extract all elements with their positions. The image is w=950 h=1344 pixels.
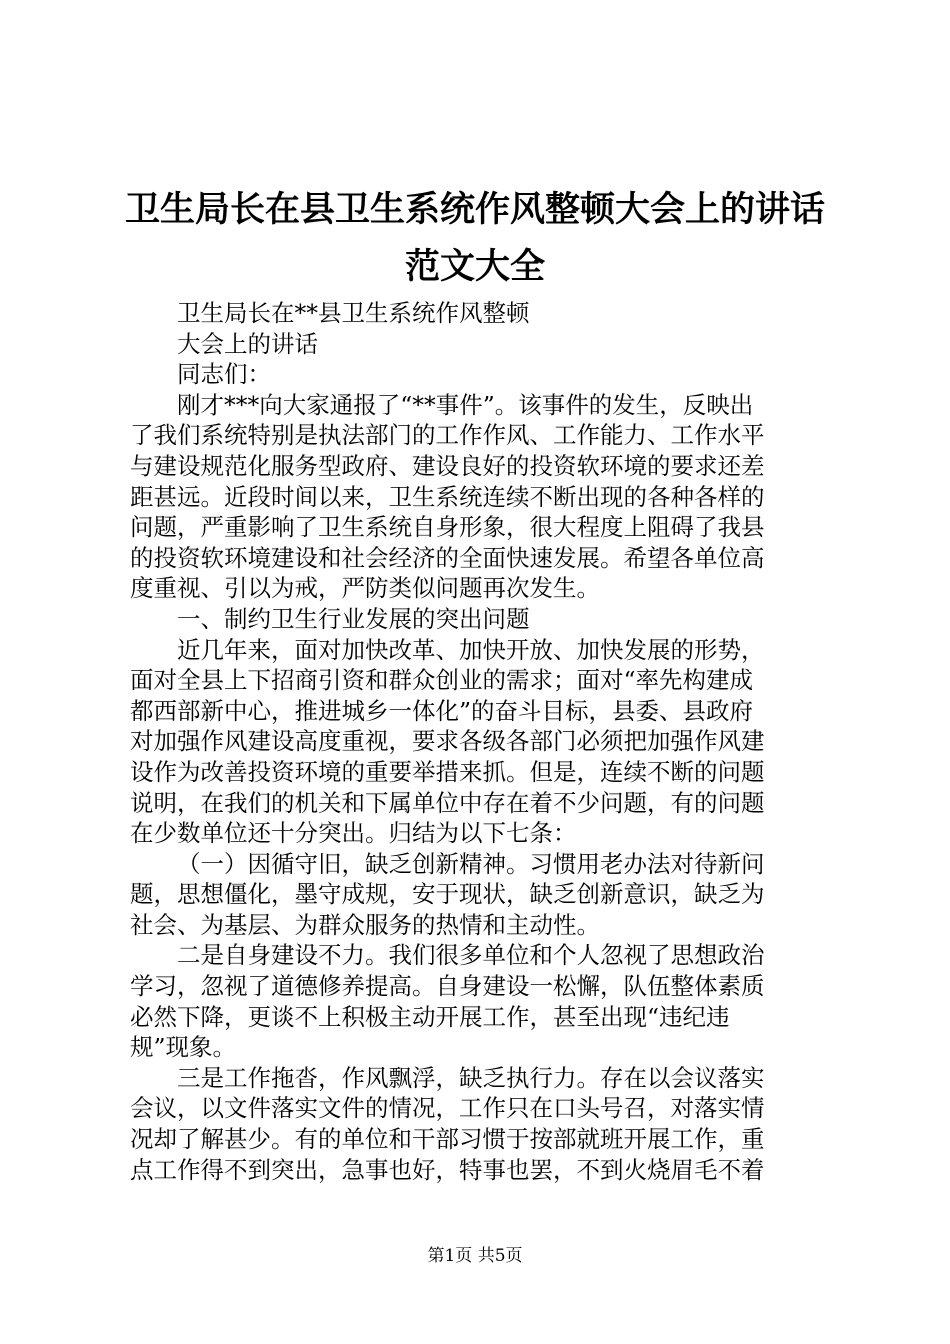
body-text-line: 近几年来，面对加快改革、加快开放、加快发展的形势， <box>177 635 765 664</box>
body-text-line: 刚才***向大家通报了“**事件”。该事件的发生，反映出 <box>177 390 754 419</box>
body-text-line: 的投资软环境建设和社会经济的全面快速发展。希望各单位高 <box>130 543 765 572</box>
body-text-line: 一、制约卫生行业发展的突出问题 <box>177 604 530 633</box>
body-text-line: （一）因循守旧，缺乏创新精神。习惯用老办法对待新问 <box>177 849 765 878</box>
body-text-line: 必然下降，更谈不上积极主动开展工作，甚至出现“违纪违 <box>130 1002 730 1031</box>
body-text-line: 学习，忽视了道德修养提高。自身建设一松懈，队伍整体素质 <box>130 972 765 1001</box>
body-text-line: 对加强作风建设高度重视，要求各级各部门必须把加强作风建 <box>130 727 765 756</box>
body-text-line: 规”现象。 <box>130 1033 237 1062</box>
body-text-line: 都西部新中心，推进城乡一体化”的奋斗目标，县委、县政府 <box>130 696 754 725</box>
body-text-line: 距甚远。近段时间以来，卫生系统连续不断出现的各种各样的 <box>130 482 765 511</box>
body-text-line: 了我们系统特别是执法部门的工作作风、工作能力、工作水平 <box>130 421 765 450</box>
body-text-line: 同志们： <box>177 360 271 389</box>
body-text-line: 与建设规范化服务型政府、建设良好的投资软环境的要求还差 <box>130 451 765 480</box>
body-text-line: 在少数单位还十分突出。归结为以下七条： <box>130 819 577 848</box>
body-text-line: 面对全县上下招商引资和群众创业的需求；面对“率先构建成 <box>130 666 754 695</box>
page-footer: 第1页 共5页 <box>427 1246 523 1266</box>
body-text-line: 会议，以文件落实文件的情况，工作只在口头号召，对落实情 <box>130 1094 765 1123</box>
document-body <box>130 298 830 1185</box>
body-text-line: 点工作得不到突出，急事也好，特事也罢，不到火烧眉毛不着 <box>130 1155 765 1184</box>
body-text-line: 问题，严重影响了卫生系统自身形象，很大程度上阻碍了我县 <box>130 513 765 542</box>
body-text-line: 题，思想僵化，墨守成规，安于现状，缺乏创新意识，缺乏为 <box>130 880 765 909</box>
body-text-line: 社会、为基层、为群众服务的热情和主动性。 <box>130 910 600 939</box>
body-text-line: 大会上的讲话 <box>177 329 318 358</box>
body-text-line: 设作为改善投资环境的重要举措来抓。但是，连续不断的问题 <box>130 757 765 786</box>
body-text-line: 三是工作拖沓，作风飘浮，缺乏执行力。存在以会议落实 <box>177 1063 765 1092</box>
document-title-line-1: 卫生局长在县卫生系统作风整顿大会上的讲话 <box>124 190 825 230</box>
body-text-line: 况却了解甚少。有的单位和干部习惯于按部就班开展工作，重 <box>130 1125 765 1154</box>
document-title-line-2: 范文大全 <box>404 247 545 287</box>
body-text-line: 说明，在我们的机关和下属单位中存在着不少问题，有的问题 <box>130 788 765 817</box>
body-text-line: 度重视、引以为戒，严防类似问题再次发生。 <box>130 574 600 603</box>
body-text-line: 二是自身建设不力。我们很多单位和个人忽视了思想政治 <box>177 941 765 970</box>
body-text-line: 卫生局长在**县卫生系统作风整顿 <box>177 299 530 327</box>
